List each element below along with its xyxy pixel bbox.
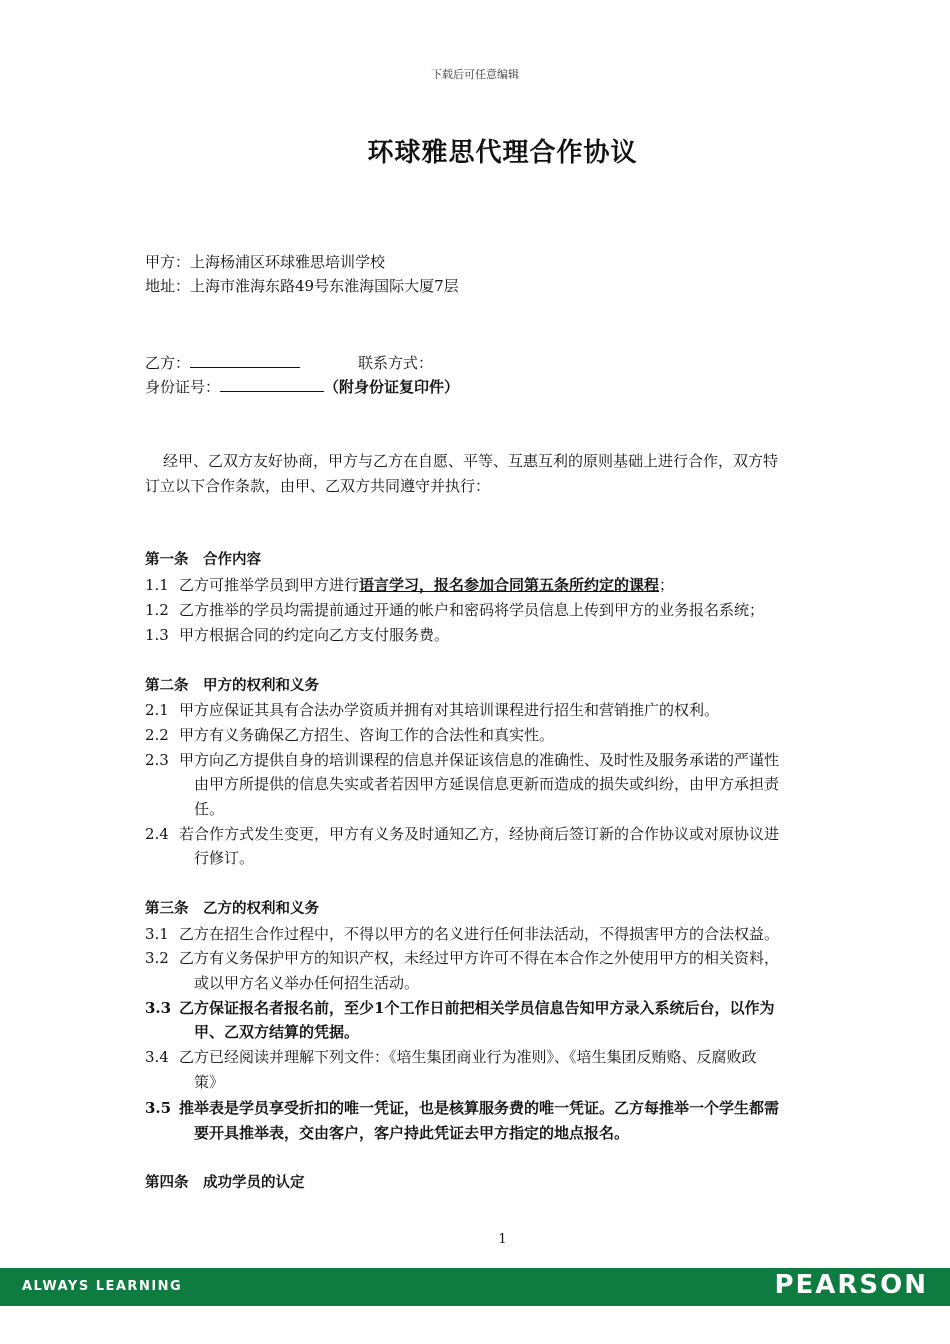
section-2-item-2 [145, 723, 554, 747]
party-a-address [145, 274, 459, 298]
section-3-item-3 [145, 996, 774, 1020]
item-text-end: ； [659, 576, 675, 594]
section-1-item-3 [145, 623, 449, 647]
section-2-item-4-cont: 行修订。 [194, 849, 255, 867]
item-number: 1.3 [145, 626, 169, 644]
intro-line-1: 经甲、乙双方友好协商，甲方与乙方在自愿、平等、互惠互利的原则基础上进行合作，双方特 [163, 452, 779, 470]
section-2-item-3-cont-1: 由甲方所提供的信息失实或者若因甲方延误信息更新而造成的损失或纠纷，由甲方承担责 [194, 775, 780, 793]
section-2-item-1 [145, 698, 719, 722]
section-3-item-2 [145, 946, 779, 970]
item-text: 乙方保证报名者报名前，至少1个工作日前把相关学员信息告知甲方录入系统后台，以作为 [179, 999, 775, 1017]
footer-slogan: ALWAYS LEARNING [22, 1279, 183, 1294]
item-emphasis: 语言学习，报名参加合同第五条所约定的课程 [359, 576, 660, 594]
item-number: 2.4 [145, 825, 169, 843]
section-1-item-1 [145, 573, 674, 597]
item-number: 2.2 [145, 726, 169, 744]
item-text: 推举表是学员享受折扣的唯一凭证，也是核算服务费的唯一凭证。乙方每推举一个学生都需 [179, 1099, 780, 1117]
pearson-logo: PEARSON [774, 1270, 928, 1300]
party-a-name-value: 上海杨浦区环球雅思培训学校 [190, 253, 386, 271]
party-a-address-label: 地址： [145, 277, 191, 295]
section-2-item-3-cont-2: 任。 [194, 800, 225, 818]
section-3-item-2-cont: 或以甲方名义举办任何招生活动。 [194, 974, 420, 992]
item-text: 甲方应保证其具有合法办学资质并拥有对其培训课程进行招生和营销推广的权利。 [179, 701, 720, 719]
party-b-label: 乙方： [145, 354, 191, 372]
page-number: 1 [498, 1232, 507, 1247]
item-text: 乙方已经阅读并理解下列文件：《培生集团商业行为准则》、《培生集团反贿赂、反腐败政 [179, 1048, 757, 1066]
party-b-id-line [145, 375, 459, 399]
section-2-title: 第二条 甲方的权利和义务 [145, 678, 319, 694]
item-text: 乙方有义务保护甲方的知识产权，未经过甲方许可不得在本合作之外使用甲方的相关资料， [179, 949, 780, 967]
item-number: 2.3 [145, 751, 169, 769]
party-a-address-value: 上海市淮海东路49号东淮海国际大厦7层 [190, 277, 459, 295]
section-1-item-2 [145, 598, 764, 622]
section-3-item-5-cont: 要开具推举表，交由客户，客户持此凭证去甲方指定的地点报名。 [194, 1124, 630, 1142]
section-3-item-5 [145, 1096, 779, 1120]
item-text: 乙方在招生合作过程中，不得以甲方的名义进行任何非法活动，不得损害甲方的合法权益。 [179, 925, 780, 943]
item-number: 1.1 [145, 576, 169, 594]
section-3-item-3-cont: 甲、乙双方结算的凭据。 [194, 1023, 360, 1041]
item-number: 3.5 [145, 1099, 172, 1117]
party-b-id-blank [220, 377, 324, 392]
intro-line-2: 订立以下合作条款，由甲、乙双方共同遵守并执行： [145, 477, 491, 495]
item-text: 若合作方式发生变更，甲方有义务及时通知乙方，经协商后签订新的合作协议或对原协议进 [179, 825, 780, 843]
section-2-item-4 [145, 822, 779, 846]
item-number: 3.4 [145, 1048, 169, 1066]
section-3-item-1 [145, 922, 779, 946]
section-1-title: 第一条 合作内容 [145, 552, 261, 568]
party-b-id-note: （附身份证复印件） [324, 378, 460, 396]
item-text: 甲方根据合同的约定向乙方支付服务费。 [179, 626, 450, 644]
party-b-line [145, 351, 433, 375]
item-text: 甲方有义务确保乙方招生、咨询工作的合法性和真实性。 [179, 726, 555, 744]
section-4-title: 第四条 成功学员的认定 [145, 1175, 305, 1191]
section-3-item-4 [145, 1045, 757, 1069]
item-text: 乙方可推举学员到甲方进行 [179, 576, 360, 594]
section-3-title: 第三条 乙方的权利和义务 [145, 901, 319, 917]
item-number: 3.1 [145, 925, 169, 943]
party-b-blank [190, 353, 300, 368]
party-a-name [145, 250, 385, 274]
item-text: 甲方向乙方提供自身的培训课程的信息并保证该信息的准确性、及时性及服务承诺的严谨性 [179, 751, 780, 769]
item-number: 1.2 [145, 601, 169, 619]
document-title: 环球雅思代理合作协议 [367, 138, 638, 168]
section-2-item-3 [145, 748, 779, 772]
item-number: 3.2 [145, 949, 169, 967]
section-3-item-4-cont: 策》 [194, 1073, 225, 1091]
party-b-contact-label: 联系方式： [358, 354, 434, 372]
item-text: 乙方推举的学员均需提前通过开通的帐户和密码将学员信息上传到甲方的业务报名系统； [179, 601, 765, 619]
item-number: 2.1 [145, 701, 169, 719]
header-note: 下载后可任意编辑 [431, 68, 519, 81]
party-a-name-label: 甲方： [145, 253, 191, 271]
item-number: 3.3 [145, 999, 172, 1017]
party-b-id-label: 身份证号： [145, 378, 221, 396]
